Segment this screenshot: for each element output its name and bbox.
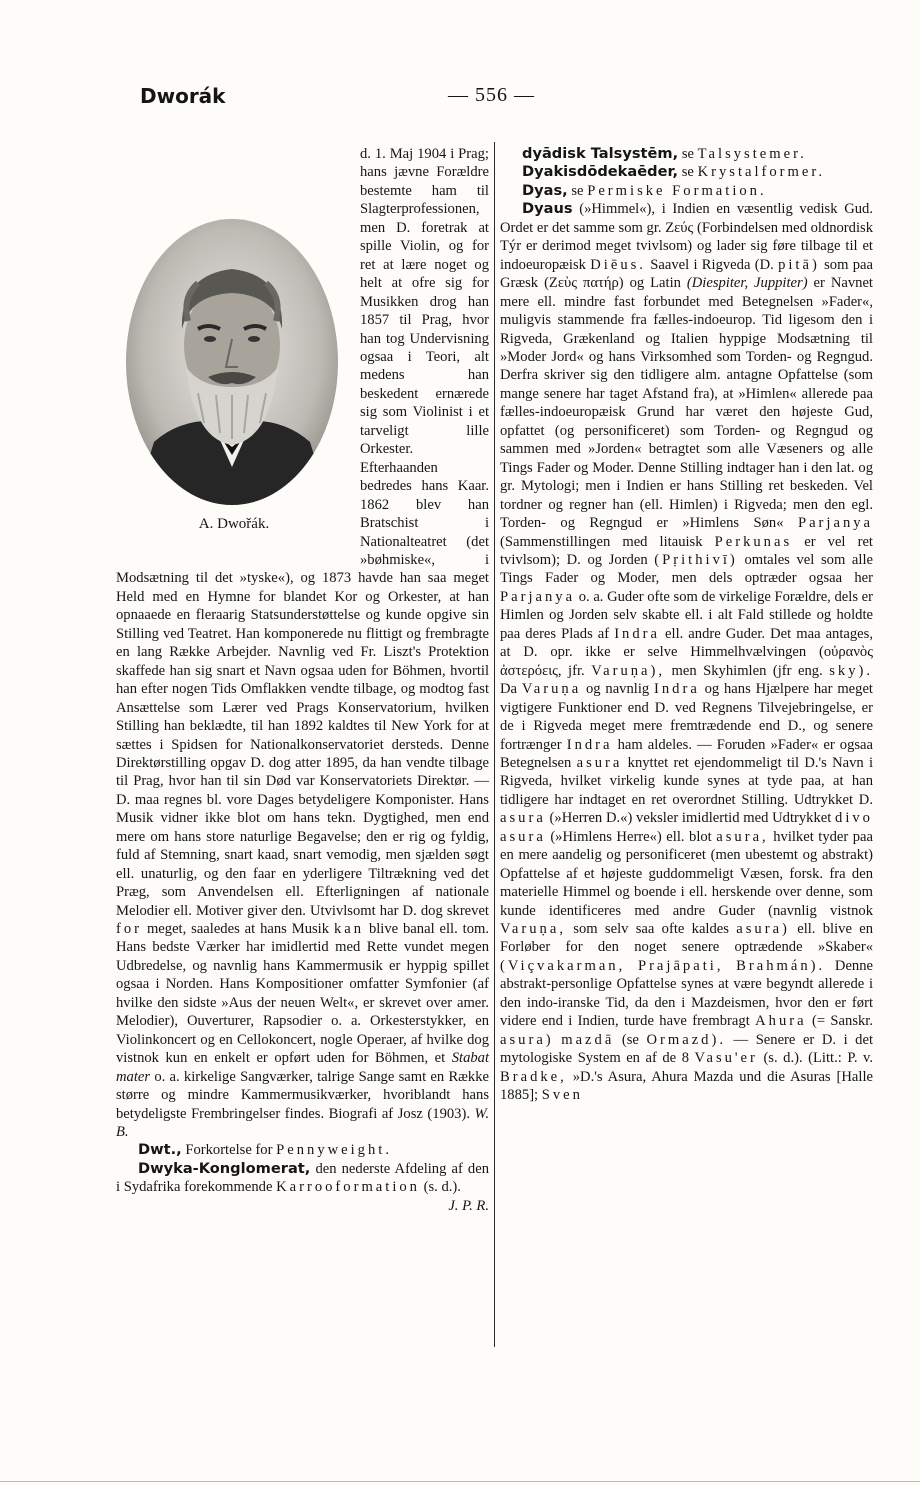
dyaus-o: knyttet ret ejendommeligt til D.'s Navn i Rigveda, hvilket virkelig kunde synes at tyde paa, at han tidligere har indtaget en ret overordnet Stilling. Udtrykket D.	[500, 754, 873, 808]
dyaus-i: ell. andre Guder. Det maa antages, at D. opr. ikke er selve Himmelhvælvingen (οὐρανὸς ἀστερόεις, jfr.	[500, 625, 873, 679]
right-column	[500, 145, 873, 1105]
dyaus-p: (»Herren D.«) veksler imidlertid med Udtrykket	[549, 810, 832, 827]
dwyka-headword: Dwyka-Konglomerat,	[138, 1159, 311, 1177]
dyaus-headword: Dyaus	[522, 200, 573, 218]
dyaus-c: som paa Græsk (Ζεὺς πατήρ) og Latin	[500, 256, 873, 292]
dyaus-q: (»Himlens Herre«) ell. blot	[550, 828, 712, 845]
entry-dyadisk	[500, 145, 873, 163]
dyakis-headword: Dyakisdōdekaēder,	[522, 163, 679, 181]
dyaus-varuna2: Varuṇa	[521, 681, 582, 698]
dworak-text-b: meget, saaledes at hans Musik	[146, 921, 330, 938]
dyaus-divo: divo asura	[500, 810, 873, 845]
entry-dworak-body	[116, 145, 489, 1141]
dyaus-diespiter: (Diespiter, Juppiter)	[686, 275, 808, 292]
dyaus-asura2: asura	[500, 810, 546, 827]
dyaus-asura: asura	[576, 754, 623, 771]
dyaus-ahura: Ahura	[755, 1013, 807, 1030]
dyakis-ref[interactable]: Krystalformer.	[697, 164, 826, 181]
dyadisk-ref[interactable]: Talsystemer.	[697, 146, 807, 162]
dyaus-bradke: Bradke,	[500, 1068, 567, 1085]
dyaus-b: Saavel i Rigveda (D.	[650, 256, 774, 273]
dworak-kan: kan	[333, 921, 365, 938]
dyaus-x: — Senere er D. i det mytologiske System en af de 8	[500, 1031, 874, 1067]
dyaus-asura5: asura)	[500, 1031, 554, 1048]
dyaus-m: og hans Hjælpere har meget vigtigere Funktioner end D. ved Regnens Tilvejebringelse, er de i Rigveda meget mere fremtrædende end D., og senere fortrænger	[500, 681, 873, 753]
dyaus-varuna: Varuṇa),	[591, 662, 666, 679]
dyaus-indra: Indra	[614, 625, 660, 642]
dyaus-sven: Sven	[541, 1087, 583, 1104]
left-column	[116, 145, 489, 1215]
dyaus-asura3: asura,	[716, 828, 769, 845]
dyaus-a: (»Himmel«), i Indien en væsentlig vedisk Gud. Ordet er det samme som gr. Ζεύς (Forbindelsen med oldnordisk Týr er derimod meget tvivlsom) og lader sig føre tilbage til et indoeuropæisk	[500, 201, 873, 273]
dyas-headword: Dyas,	[522, 181, 568, 199]
dyaus-prithivi: (Pṛithivī)	[654, 551, 738, 568]
dyaus-f: er vel ret tvivlsom); D. og Jorden	[500, 533, 873, 568]
dwyka-tail: (s. d.).	[423, 1179, 461, 1196]
dyas-text: se	[571, 182, 584, 199]
dwt-headword: Dwt.,	[138, 1141, 182, 1159]
entry-dwt	[116, 1141, 489, 1159]
dworak-text-c: blive banal ell. tom. Hans bedste Værker har imidlertid med Rette vundet megen Udbredelse, og navnlig hans Kammermusik er hyppig spillet ogsaa i Norden. Hans Kompositioner omfatter Symfonier (af hvilke den sidste »Aus der neuen Welt«, er skrevet over amer. Melodier), Ouverturer, Rapsodier o. a. Orkesterstykker, en Violinkoncert og en Cellokoncert, nogle Operaer, af hvilke dog vistnok kun en enkelt er opført uden for Böhmen, et	[116, 921, 489, 1067]
dyaus-u: Denne abstrakt-personlige Opfattelse synes at være begyndt allerede i den indo-iranske Tid, da den i Mazdeismen, hvor den er ført videre end i Indien, turde have frembragt	[500, 957, 873, 1030]
entry-dyaus	[500, 200, 873, 1104]
dyaus-dieus: Diēus.	[590, 256, 646, 273]
dyaus-l: og navnlig	[586, 681, 650, 698]
dyaus-parjanya: Parjanya	[797, 515, 874, 532]
dyaus-r: hvilket tyder paa en mere aandelig og personificeret (men ubestemt og abstrakt) Opfattelse af et højeste guddommeligt Væsen, forsk. fra den materielle Himmel og boende i ell. herskende over denne, som kunde identificeres med andre Guder (navnlig vistnok	[500, 828, 874, 919]
entry-dwyka	[116, 1159, 490, 1214]
portrait-figure	[116, 217, 352, 557]
dyaus-s: som selv saa ofte kaldes	[573, 921, 729, 938]
page-header	[0, 84, 920, 118]
dworak-text-a: d. 1. Maj 1904 i Prag; hans jævne Forældre bestemte ham til Slagterprofessionen, men D. foretrak at spille Violin, og for ret at lære noget og helt at ofre sig for Musikken drog han 1857 til Prag, hvor han tog Undervisning ogsaa i Teori, alt medens han beskedent ernærede sig som Violinist i et tarveligt lille Orkester. Efterhaanden bedredes hans Kaar. 1862 blev han Bratschist i Nationalteatret (det »bøhmiske«, i Modsætning til det »tyske«), og 1873 havde han saa meget Held med en Hymne for blandet Kor og Orkester, at han opnaaede en fleraarig Statsunderstøttelse og kunde opgive sin Stilling ved Teatret. Han komponerede nu flittigt og frembragte en lang Række Arbejder. Navnlig ved Fr. Liszt's Protektion skaffede han sig snart et Navn ogsaa uden for Böhmen, hvortil han efter nogen Tids Omflakken vendte tilbage, og modtog fast Ansættelse som Lærer ved Prags Konservatorium, hvilken Stilling han beklædte, til han 1892 kaldtes til New York for at sættes i Spidsen for Nationalkonservatoriet dersteds. Denne Direktørstilling opgav D. dog atter 1895, da han vendte tilbage til Prag, hvor han til sin Død var Konservatoriets Direktør. — D. maa regnes bl. vore Dages betydeligere Komponister. Hans Musik vidner ikke blot om hans tekn. Dygtighed, men end mere om hans store naturlige Begavelse; den er rig og fyldig, fuld af Stemning, snart kaad, snart vemodig, men sjælden søgt ell. unaturlig, og den faar en yderligere Tiltrækning ved det Præg, som Anvendelsen ell. Efterligningen af nationale Melodier ell. Motiver giver den. Utvivlsomt har D. dog skrevet	[116, 146, 489, 919]
dyaus-vasuer[interactable]: Vasu'er	[694, 1050, 758, 1067]
dwyka-ref[interactable]: Karrooformation	[276, 1179, 420, 1196]
dwyka-text: den nederste Afdeling af den i Sydafrika forekommende	[116, 1160, 490, 1196]
dyaus-j: men Skyhimlen (jfr eng.	[671, 662, 823, 679]
dwyka-signature: J. P. R.	[448, 1197, 489, 1214]
dyaus-w: (se	[621, 1031, 639, 1048]
dwt-ref[interactable]: Pennyweight.	[276, 1142, 392, 1159]
column-divider	[494, 142, 495, 1347]
entry-dyakis	[500, 163, 873, 181]
dyaus-asura4: asura)	[736, 921, 790, 938]
dyaus-n: ham aldeles. — Foruden »Fader« er ogsaa Betegnelsen	[500, 736, 873, 771]
dyaus-t: ell. blive en Forløber for den noget senere optrædende »Skaber«	[500, 921, 874, 956]
dyaus-varuna3: Varuṇa,	[500, 921, 566, 938]
dyaus-indra2: Indra	[654, 681, 700, 698]
dyaus-g: omtales vel som alle Tings Fader og Moder, men dels optræder ogsaa her	[500, 551, 873, 587]
dyaus-d: er Navnet mere ell. mindre fast forbundet med Betegnelsen »Fader«, muligvis stammende fra fælles-indoeurop. Tid ligesom den i Rigveda, Grækenland og Italien hyppige Modsætning til »Moder Jord« og hans Virksomhed som Torden- og Regngud. Derfra skriver sig den tidligere alm. antagne Opfattelse (som mange senere har taget Afstand fra), at »Himlen« allerede paa fælles-indoeuropæisk Grund har været den højeste Gud, opfattet (og personificeret) som Torden- og Regngud og sammen med »Jorden« betragtet som alle Væseners og alle Tings Fader og Moder. Denne Stilling indtager han i den lat. og gr. Mytologi; men i Indien er hans Stilling ret beskeden. Vel tordner og regner han (ell. Himlen) i Rigveda; men den egl. Torden- og Regngud er »Himlens Søn«	[500, 275, 873, 532]
dyakis-text: se	[681, 164, 694, 181]
dyaus-k: Da	[500, 681, 518, 698]
entry-dyas	[500, 182, 873, 200]
portrait-caption: A. Dwořák.	[198, 516, 270, 532]
dyaus-ormazd[interactable]: Ormazd).	[646, 1031, 726, 1048]
dworak-for: for	[116, 921, 143, 938]
dyaus-indra3: Indra	[566, 736, 613, 753]
running-headword: Dworák	[140, 84, 226, 108]
dyaus-pita: pitā)	[778, 256, 820, 273]
dworak-stabat: Stabat mater	[116, 1050, 490, 1085]
dyaus-h: o. a. Guder ofte som de virkelige Forældre, dels er Himlen og Jorden selv skabte ell. i alt Fald stillede og holdte paa deres Plads af	[500, 588, 873, 642]
dworak-signature: W. B.	[116, 1105, 489, 1141]
dyaus-sky: sky).	[829, 662, 874, 679]
dyaus-mazda: mazdā	[561, 1031, 615, 1048]
dworak-text-d: o. a. kirkelige Sangværker, talrige Sange samt en Række større og mindre Kammermusikværker, hvoriblandt hans betydeligste Frembringelser findes. Biografi af Josz (1903).	[116, 1068, 489, 1122]
dyaus-y: (s. d.). (Litt.: P. v.	[763, 1050, 874, 1067]
dyadisk-headword: dyādisk Talsystēm,	[522, 145, 679, 162]
dyaus-z: »D.'s Asura, Ahura Mazda und die Asuras [Halle 1885];	[500, 1068, 873, 1104]
dyas-ref[interactable]: Permiske Formation.	[587, 182, 767, 199]
dyaus-parjanya2: Parjanya	[500, 588, 576, 605]
dyadisk-text: se	[681, 146, 694, 162]
dyaus-vicva: (Viçvakarman, Prajāpati, Brahmán).	[500, 957, 826, 974]
dyaus-v: (= Sanskr.	[811, 1013, 874, 1030]
portrait-photo	[124, 217, 340, 507]
page-bottom-edge	[0, 1481, 920, 1482]
page-number: — 556 —	[448, 84, 535, 106]
dyaus-e: (Sammenstillingen med litauisk	[500, 533, 703, 550]
dwt-text: Forkortelse for	[185, 1142, 273, 1159]
dyaus-perkunas: Perkunas	[714, 533, 793, 550]
